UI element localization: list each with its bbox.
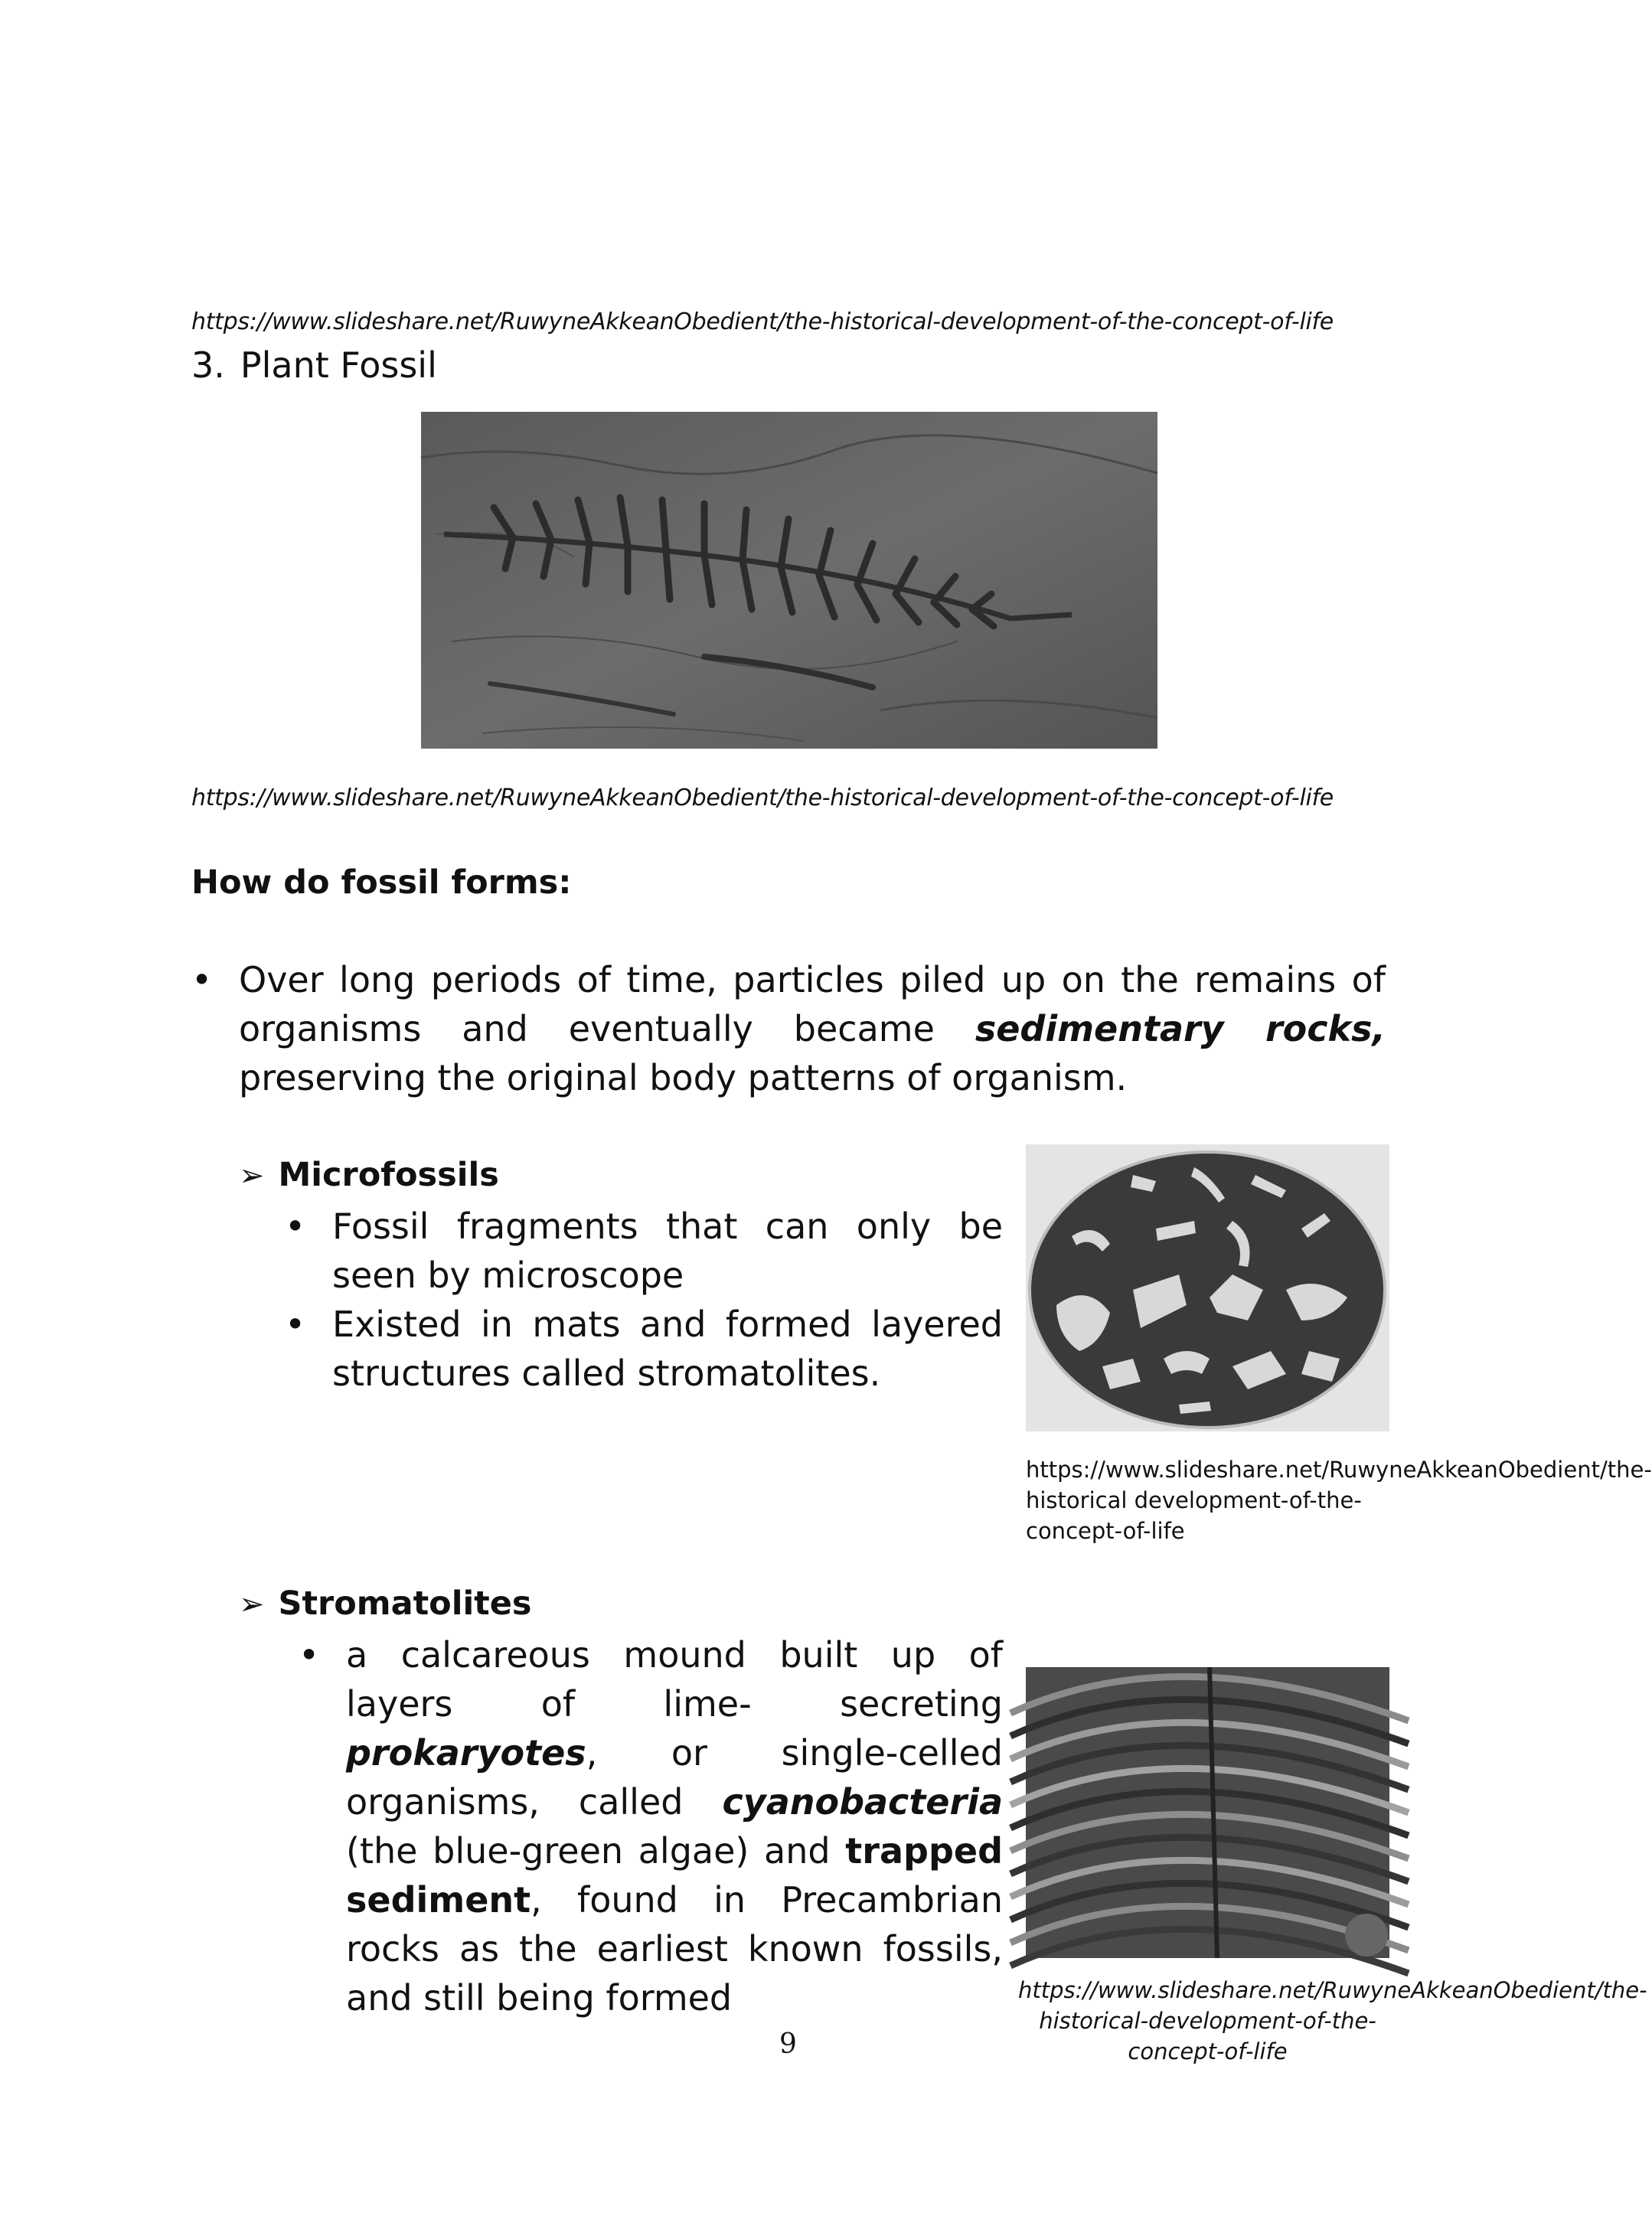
page-number: 9 — [779, 2028, 797, 2060]
list-item: • Fossil fragments that can only be seen by microscope — [285, 1206, 1003, 1296]
list-item: • a calcareous mound built up of layers of lime- secreting prokaryotes, or single-celled organisms, called cyanobacteria (the blue-green algae) and trapped sediment, found in Precambrian rocks as the earliest known fossils, and still being formed — [299, 1634, 1003, 2019]
bullet-dot: • — [191, 959, 213, 1000]
plant-fossil-image — [421, 412, 1157, 749]
stromatolites-image — [1026, 1667, 1389, 1958]
item-number: 3. — [191, 344, 225, 386]
source-url-top: https://www.slideshare.net/RuwyneAkkeanObedient/the-historical-development-of-the-concept-of-life — [191, 308, 1334, 335]
item-heading-plant-fossil — [191, 344, 437, 386]
item-title: Plant Fossil — [240, 344, 437, 386]
arrow-bullet-icon: ➢ — [239, 1587, 265, 1622]
microfossils-image — [1026, 1144, 1389, 1431]
trapped-sediment-emphasis: trapped sediment — [346, 1830, 1003, 1921]
source-url-plant: https://www.slideshare.net/RuwyneAkkeanObedient/the-historical-development-of-the-concept-of-life — [191, 785, 1334, 811]
arrow-bullet-icon: ➢ — [239, 1158, 265, 1193]
section-title: How do fossil forms: — [191, 863, 572, 902]
main-bullet-text: Over long periods of time, particles piled up on the remains of organisms and eventually became sedimentary rocks, preserving the original body patterns of organism. — [239, 959, 1386, 1098]
cyanobacteria-emphasis: cyanobacteria — [722, 1781, 1003, 1823]
sedimentary-rocks-emphasis: sedimentary rocks, — [975, 1008, 1386, 1049]
microfossils-heading: ➢ Microfossils — [239, 1156, 499, 1194]
microfossils-list — [285, 1202, 1003, 1398]
stromatolites-list — [299, 1630, 1003, 2022]
microfossils-caption: https://www.slideshare.net/RuwyneAkkeanObedient/the-historical development-of-the-concept-of-life — [1026, 1457, 1652, 1544]
prokaryotes-emphasis: prokaryotes — [346, 1732, 586, 1774]
main-bullet — [191, 955, 1386, 1102]
fern-fossil-illustration — [421, 412, 1157, 749]
stromatolites-caption: https://www.slideshare.net/RuwyneAkkeanObedient/the-historical-development-of-the-concept-of-life — [1018, 1977, 1647, 2064]
list-item: • Existed in mats and formed layered structures called stromatolites. — [285, 1304, 1003, 1394]
stromatolites-heading: ➢ Stromatolites — [239, 1584, 532, 1623]
